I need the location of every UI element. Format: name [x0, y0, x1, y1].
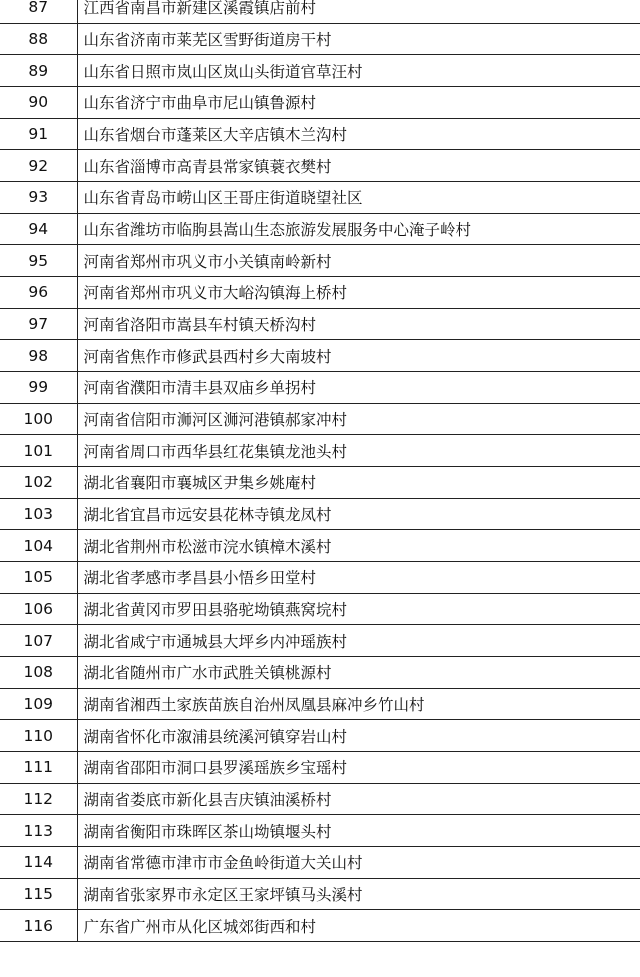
row-number: 95	[0, 245, 77, 277]
row-number: 96	[0, 277, 77, 309]
table-row	[0, 213, 640, 245]
row-number: 99	[0, 372, 77, 404]
row-number: 114	[0, 847, 77, 879]
village-name: 山东省淄博市高青县常家镇蓑衣樊村	[77, 150, 640, 182]
village-name: 湖南省张家界市永定区王家坪镇马头溪村	[77, 878, 640, 910]
row-number: 113	[0, 815, 77, 847]
table-row	[0, 847, 640, 879]
row-number: 107	[0, 625, 77, 657]
row-number: 88	[0, 23, 77, 55]
row-number: 100	[0, 403, 77, 435]
village-name: 湖北省随州市广水市武胜关镇桃源村	[77, 657, 640, 689]
row-number: 112	[0, 783, 77, 815]
village-name: 湖北省襄阳市襄城区尹集乡姚庵村	[77, 467, 640, 499]
village-name: 河南省郑州市巩义市大峪沟镇海上桥村	[77, 277, 640, 309]
table-row	[0, 403, 640, 435]
row-number: 90	[0, 87, 77, 119]
row-number: 92	[0, 150, 77, 182]
table-row	[0, 372, 640, 404]
row-number: 104	[0, 530, 77, 562]
village-name: 河南省濮阳市清丰县双庙乡单拐村	[77, 372, 640, 404]
village-name: 湖南省常德市津市市金鱼岭街道大关山村	[77, 847, 640, 879]
row-number: 97	[0, 308, 77, 340]
row-number: 87	[0, 0, 77, 23]
row-number: 105	[0, 562, 77, 594]
village-name: 河南省周口市西华县红花集镇龙池头村	[77, 435, 640, 467]
table-row	[0, 277, 640, 309]
table-row	[0, 530, 640, 562]
table-row	[0, 625, 640, 657]
village-name: 湖北省黄冈市罗田县骆驼坳镇燕窝垸村	[77, 593, 640, 625]
village-name: 广东省广州市从化区城郊街西和村	[77, 910, 640, 942]
table-row	[0, 150, 640, 182]
row-number: 102	[0, 467, 77, 499]
row-number: 94	[0, 213, 77, 245]
row-number: 110	[0, 720, 77, 752]
row-number: 93	[0, 182, 77, 214]
village-name: 湖南省衡阳市珠晖区茶山坳镇堰头村	[77, 815, 640, 847]
village-name: 湖北省荆州市松滋市浣水镇樟木溪村	[77, 530, 640, 562]
table-row	[0, 23, 640, 55]
village-name: 湖南省怀化市溆浦县统溪河镇穿岩山村	[77, 720, 640, 752]
table-row	[0, 467, 640, 499]
table-row	[0, 878, 640, 910]
table-row	[0, 752, 640, 784]
village-name: 山东省青岛市崂山区王哥庄街道晓望社区	[77, 182, 640, 214]
table-row	[0, 657, 640, 689]
village-name: 河南省信阳市浉河区浉河港镇郝家冲村	[77, 403, 640, 435]
table-row	[0, 593, 640, 625]
table-row	[0, 308, 640, 340]
row-number: 106	[0, 593, 77, 625]
table-row	[0, 0, 640, 23]
village-name: 山东省济宁市曲阜市尼山镇鲁源村	[77, 87, 640, 119]
village-name: 河南省焦作市修武县西村乡大南坡村	[77, 340, 640, 372]
table-row	[0, 720, 640, 752]
village-name: 河南省郑州市巩义市小关镇南岭新村	[77, 245, 640, 277]
table-row	[0, 340, 640, 372]
village-name: 湖南省邵阳市洞口县罗溪瑶族乡宝瑶村	[77, 752, 640, 784]
village-name: 山东省日照市岚山区岚山头街道官草汪村	[77, 55, 640, 87]
village-name: 江西省南昌市新建区溪霞镇店前村	[77, 0, 640, 23]
table-row	[0, 182, 640, 214]
village-name: 山东省烟台市蓬莱区大辛店镇木兰沟村	[77, 118, 640, 150]
table-row	[0, 910, 640, 942]
row-number: 98	[0, 340, 77, 372]
table-row	[0, 688, 640, 720]
row-number: 89	[0, 55, 77, 87]
row-number: 115	[0, 878, 77, 910]
row-number: 111	[0, 752, 77, 784]
table-row	[0, 245, 640, 277]
table-row	[0, 815, 640, 847]
row-number: 108	[0, 657, 77, 689]
row-number: 101	[0, 435, 77, 467]
table-row	[0, 783, 640, 815]
table-row	[0, 87, 640, 119]
table-row	[0, 498, 640, 530]
village-name: 湖北省咸宁市通城县大坪乡内冲瑶族村	[77, 625, 640, 657]
village-name: 湖北省孝感市孝昌县小悟乡田堂村	[77, 562, 640, 594]
table-row	[0, 118, 640, 150]
village-name: 河南省洛阳市嵩县车村镇天桥沟村	[77, 308, 640, 340]
table-row	[0, 55, 640, 87]
village-name: 湖南省湘西土家族苗族自治州凤凰县麻冲乡竹山村	[77, 688, 640, 720]
village-name: 湖北省宜昌市远安县花林寺镇龙凤村	[77, 498, 640, 530]
row-number: 91	[0, 118, 77, 150]
table-row	[0, 435, 640, 467]
row-number: 103	[0, 498, 77, 530]
row-number: 109	[0, 688, 77, 720]
village-name: 山东省潍坊市临朐县嵩山生态旅游发展服务中心淹子岭村	[77, 213, 640, 245]
table-row	[0, 562, 640, 594]
village-name: 湖南省娄底市新化县吉庆镇油溪桥村	[77, 783, 640, 815]
row-number: 116	[0, 910, 77, 942]
village-name: 山东省济南市莱芜区雪野街道房干村	[77, 23, 640, 55]
